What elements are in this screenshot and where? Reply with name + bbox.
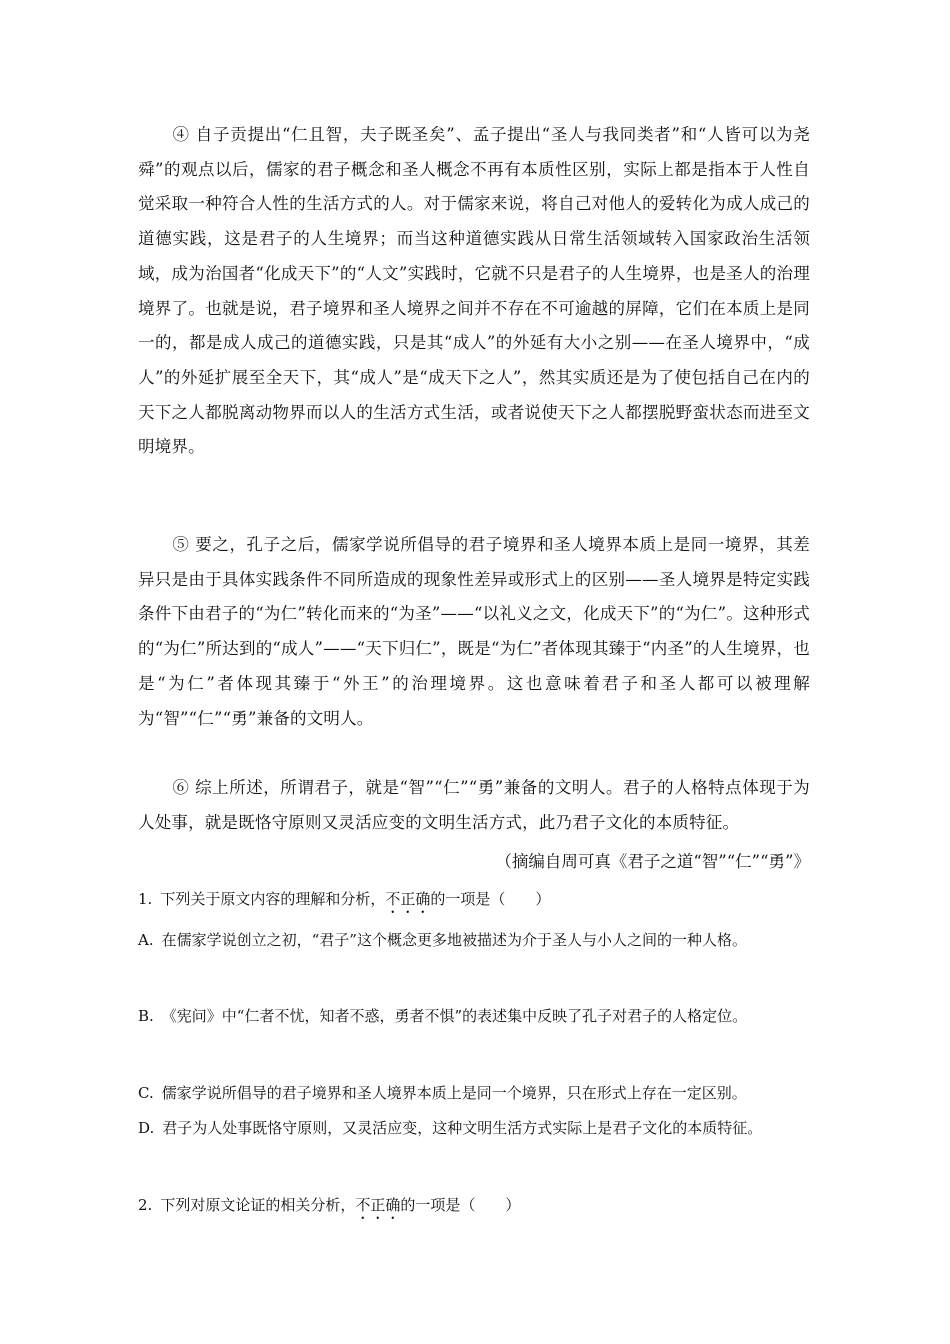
question-2 <box>138 1192 810 1223</box>
question-emphasis: 不正确 <box>355 1196 401 1214</box>
paragraph-6 <box>138 771 810 840</box>
option-label: A. <box>138 931 154 949</box>
option-text: 君子为人处事既恪守原则，又灵活应变，这种文明生活方式实际上是君子文化的本质特征。 <box>162 1119 763 1137</box>
question-number: 2. <box>138 1196 153 1214</box>
option-label: C. <box>138 1084 154 1102</box>
option-label: D. <box>138 1119 155 1137</box>
option-b <box>138 1001 810 1032</box>
question-suffix: 的一项是（ ） <box>430 890 551 908</box>
paragraph-4 <box>138 118 810 465</box>
question-prefix: 下列对原文论证的相关分析， <box>160 1196 356 1214</box>
paragraph-4-text: ④ 自子贡提出“仁且智，夫子既圣矣”、孟子提出“圣人与我同类者”和“人皆可以为尧舜”的观点以后，儒家的君子概念和圣人概念不再有本质性区别，实际上都是指本于人性自觉采取一种符合人性的生活方式的人。对于儒家来说，将自己对他人的爱转化为成人成己的道德实践，这是君子的人生境界；而当这种道德实践从日常生活领域转入国家政治生活领域，成为治国者“化成天下”的“人文”实践时，它就不只是君子的人生境界，也是圣人的治理境界了。也就是说，君子境界和圣人境界之间并不存在不可逾越的屏障，它们在本质上是同一的，都是成人成己的道德实践，只是其“成人”的外延有大小之别——在圣人境界中，“成人”的外延扩展至全天下，其“成人”是“成天下之人”，然其实质还是为了使包括自己在内的天下之人都脱离动物界而以人的生活方式生活，或者说使天下之人都摆脱野蛮状态而进至文明境界。 <box>138 125 810 457</box>
option-text: 《宪问》中“仁者不忧，知者不惑，勇者不惧”的表述集中反映了孔子对君子的人格定位。 <box>161 1007 748 1025</box>
option-a <box>138 925 810 956</box>
paragraph-5-text: ⑤ 要之，孔子之后，儒家学说所倡导的君子境界和圣人境界本质上是同一境界，其差异只是由于具体实践条件不同所造成的现象性差异或形式上的区别——圣人境界是特定实践条件下由君子的“为仁”转化而来的“为圣”——“以礼义之文，化成天下”的“为仁”。这种形式的“为仁”所达到的“成人”——“天下归仁”，既是“为仁”者体现其臻于“内圣”的人生境界，也是“为仁”者体现其臻于“外王”的治理境界。这也意味着君子和圣人都可以被理解为“智”“仁”“勇”兼备的文明人。 <box>138 535 810 728</box>
question-suffix: 的一项是（ ） <box>400 1196 521 1214</box>
question-number: 1. <box>138 890 153 908</box>
source-citation: （摘编自周可真《君子之道“智”“仁”“勇”》 <box>495 852 810 871</box>
question-emphasis: 不正确 <box>385 890 431 908</box>
question-1 <box>138 886 810 917</box>
option-c <box>138 1078 810 1109</box>
paragraph-6-text: ⑥ 综上所述，所谓君子，就是“智”“仁”“勇”兼备的文明人。君子的人格特点体现于为人处事，就是既恪守原则又灵活应变的文明生活方式，此乃君子文化的本质特征。 <box>138 778 810 832</box>
paragraph-5 <box>138 528 810 736</box>
option-text: 儒家学说所倡导的君子境界和圣人境界本质上是同一个境界，只在形式上存在一定区别。 <box>161 1084 747 1102</box>
question-prefix: 下列关于原文内容的理解和分析， <box>160 890 386 908</box>
option-d <box>138 1113 810 1144</box>
option-label: B. <box>138 1007 154 1025</box>
option-text: 在儒家学说创立之初，“君子”这个概念更多地被描述为介于圣人与小人之间的一种人格。 <box>161 931 747 949</box>
